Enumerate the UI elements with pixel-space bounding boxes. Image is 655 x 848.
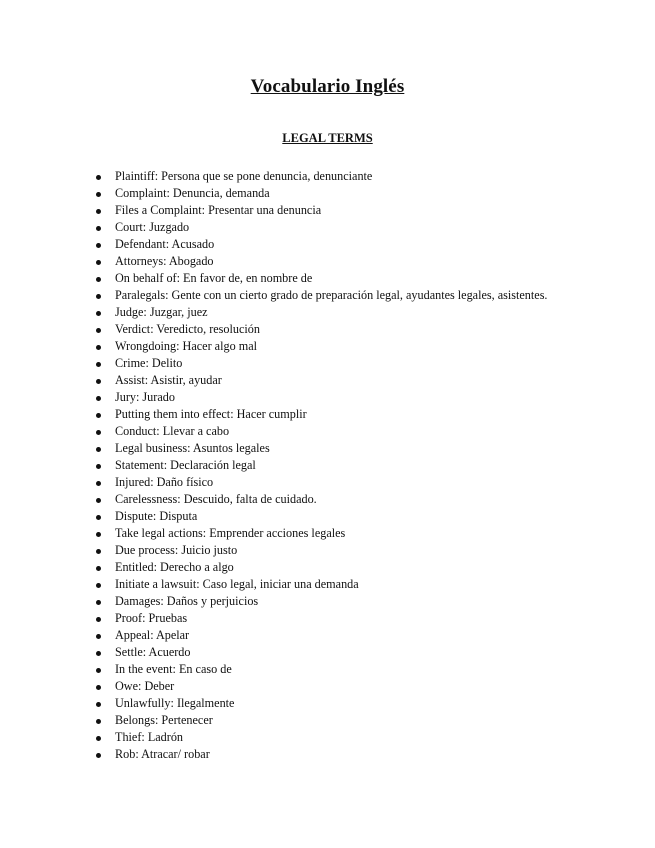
- term-text: Settle: Acuerdo: [115, 645, 191, 659]
- bullet-icon: [96, 753, 101, 758]
- term-text: Damages: Daños y perjuicios: [115, 594, 259, 608]
- term-text: Belongs: Pertenecer: [115, 713, 213, 727]
- term-text: On behalf of: En favor de, en nombre de: [115, 271, 313, 285]
- term-text: Verdict: Veredicto, resolución: [115, 322, 260, 336]
- term-text: Entitled: Derecho a algo: [115, 560, 234, 574]
- term-text: Defendant: Acusado: [115, 237, 215, 251]
- term-text: Judge: Juzgar, juez: [115, 305, 208, 319]
- term-text: Court: Juzgado: [115, 220, 190, 234]
- bullet-icon: [96, 464, 101, 469]
- bullet-icon: [96, 702, 101, 707]
- bullet-icon: [96, 413, 101, 418]
- bullet-icon: [96, 600, 101, 605]
- bullet-icon: [96, 685, 101, 690]
- bullet-icon: [96, 515, 101, 520]
- bullet-icon: [96, 617, 101, 622]
- term-text: Files a Complaint: Presentar una denuncia: [115, 203, 322, 217]
- term-text: Plaintiff: Persona que se pone denuncia, denunciante: [115, 169, 373, 183]
- bullet-icon: [96, 362, 101, 367]
- bullet-icon: [96, 226, 101, 231]
- term-text: Legal business: Asuntos legales: [115, 441, 270, 455]
- bullet-icon: [96, 379, 101, 384]
- section-title: LEGAL TERMS: [282, 131, 373, 145]
- term-text: Carelessness: Descuido, falta de cuidado.: [115, 492, 317, 506]
- term-text: Complaint: Denuncia, demanda: [115, 186, 270, 200]
- term-text: Assist: Asistir, ayudar: [115, 373, 222, 387]
- term-text: Unlawfully: Ilegalmente: [115, 696, 235, 710]
- term-text: Wrongdoing: Hacer algo mal: [115, 339, 257, 353]
- term-text: Jury: Jurado: [115, 390, 175, 404]
- bullet-icon: [96, 345, 101, 350]
- bullet-icon: [96, 736, 101, 741]
- bullet-icon: [96, 175, 101, 180]
- term-text: Owe: Deber: [115, 679, 175, 693]
- term-text: Initiate a lawsuit: Caso legal, iniciar una demanda: [115, 577, 359, 591]
- bullet-icon: [96, 651, 101, 656]
- bullet-icon: [96, 447, 101, 452]
- term-text: Attorneys: Abogado: [115, 254, 214, 268]
- term-text: Conduct: Llevar a cabo: [115, 424, 230, 438]
- bullet-icon: [96, 719, 101, 724]
- bullet-icon: [96, 277, 101, 282]
- bullet-icon: [96, 396, 101, 401]
- term-text: Statement: Declaración legal: [115, 458, 256, 472]
- bullet-icon: [96, 311, 101, 316]
- bullet-icon: [96, 532, 101, 537]
- term-text: In the event: En caso de: [115, 662, 232, 676]
- bullet-icon: [96, 243, 101, 248]
- term-text: Rob: Atracar/ robar: [115, 747, 210, 761]
- bullet-icon: [96, 430, 101, 435]
- bullet-icon: [96, 583, 101, 588]
- document-title: Vocabulario Inglés: [250, 76, 405, 97]
- term-text: Appeal: Apelar: [115, 628, 190, 642]
- term-text: Thief: Ladrón: [115, 730, 184, 744]
- bullet-icon: [96, 668, 101, 673]
- term-text: Due process: Juicio justo: [115, 543, 238, 557]
- term-text: Take legal actions: Emprender acciones legales: [115, 526, 346, 540]
- bullet-icon: [96, 192, 101, 197]
- bullet-icon: [96, 294, 101, 299]
- term-text: Crime: Delito: [115, 356, 183, 370]
- term-text: Proof: Pruebas: [115, 611, 188, 625]
- term-text: Putting them into effect: Hacer cumplir: [115, 407, 307, 421]
- bullet-icon: [96, 566, 101, 571]
- bullet-icon: [96, 481, 101, 486]
- bullet-icon: [96, 634, 101, 639]
- bullet-icon: [96, 328, 101, 333]
- term-text: Paralegals: Gente con un cierto grado de preparación legal, ayudantes legales, asistentes.: [115, 288, 548, 302]
- bullet-icon: [96, 260, 101, 265]
- term-text: Dispute: Disputa: [115, 509, 198, 523]
- bullet-icon: [96, 498, 101, 503]
- term-text: Injured: Daño físico: [115, 475, 214, 489]
- bullet-icon: [96, 549, 101, 554]
- bullet-icon: [96, 209, 101, 214]
